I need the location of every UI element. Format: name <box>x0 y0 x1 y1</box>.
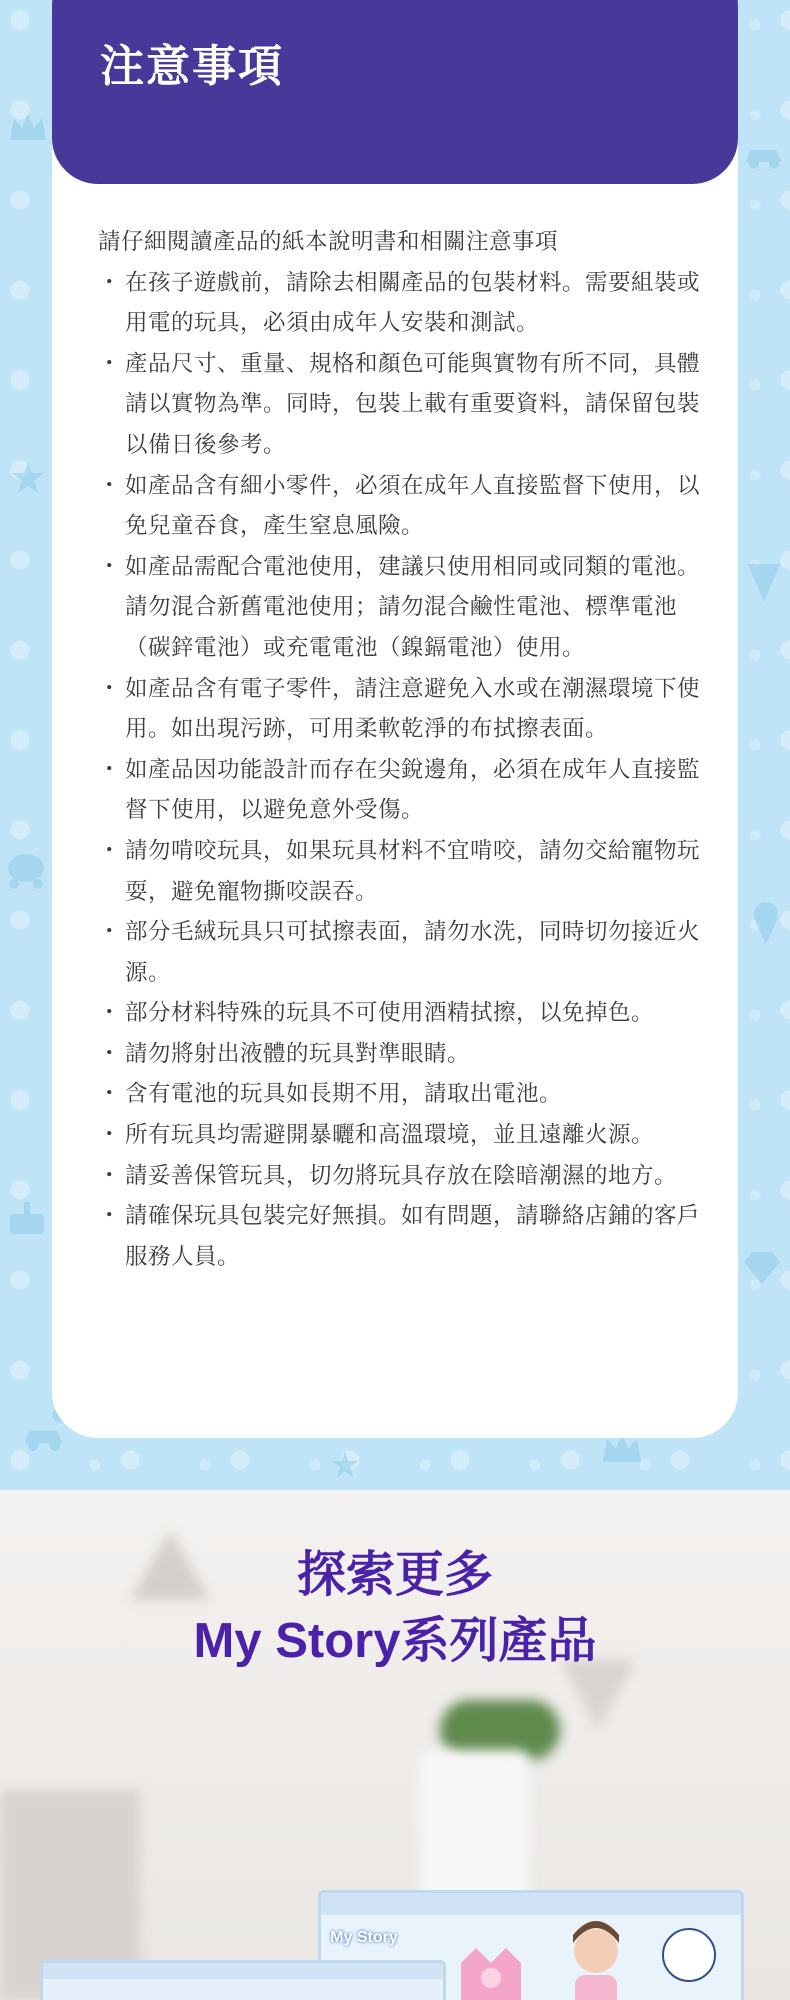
girl-photo <box>561 1913 631 2000</box>
pizza-slice-icon <box>744 560 784 604</box>
notice-body <box>98 222 708 1277</box>
box-badge-icon <box>661 1927 717 1983</box>
explore-title-line1: 探索更多 <box>296 1548 493 1602</box>
notice-list <box>98 263 708 1278</box>
product-box-small <box>40 1960 446 2000</box>
notice-item: ・ 產品尺寸、重量、規格和顏色可能與實物有所不同，具體請以實物為準。同時，包裝上載有重要資料，請保留包裝以備日後參考。 <box>98 344 708 466</box>
product-box-band <box>43 1963 443 1979</box>
star-icon <box>10 460 46 496</box>
notice-item: ・ 如產品因功能設計而存在尖銳邊角，必須在成年人直接監督下使用，以避免意外受傷。 <box>98 750 708 831</box>
notice-item: ・ 如產品含有電子零件，請注意避免入水或在潮濕環境下使用。如出現污跡，可用柔軟乾淨的布拭擦表面。 <box>98 669 708 750</box>
carriage-icon <box>4 850 48 890</box>
notice-item: ・ 如產品含有細小零件，必須在成年人直接監督下使用，以免兒童吞食，產生窒息風險。 <box>98 466 708 547</box>
notice-item: ・ 請勿啃咬玩具，如果玩具材料不宜啃咬，請勿交給寵物玩耍，避免寵物撕咬誤吞。 <box>98 831 708 912</box>
notice-intro: 請仔細閱讀產品的紙本說明書和相關注意事項 <box>98 229 559 255</box>
explore-section <box>0 1490 790 2000</box>
notice-item: ・ 所有玩具均需避開暴曬和高溫環境，並且遠離火源。 <box>98 1115 708 1156</box>
cake-icon <box>6 1200 48 1236</box>
notice-item: ・ 請確保玩具包裝完好無損。如有問題，請聯絡店鋪的客戶服務人員。 <box>98 1196 708 1277</box>
notice-item: ・ 含有電池的玩具如長期不用，請取出電池。 <box>98 1074 708 1115</box>
product-box-band <box>321 1893 741 1915</box>
car-icon <box>20 1420 68 1452</box>
my-story-logo: My Story <box>330 1929 398 1946</box>
star-icon <box>330 1450 360 1480</box>
explore-title-line2: My Story系列產品 <box>193 1614 597 1668</box>
notice-item: ・ 部分毛絨玩具只可拭擦表面，請勿水洗，同時切勿接近火源。 <box>98 912 708 993</box>
notice-title: 注意事項 <box>100 41 284 92</box>
diamond-icon <box>742 1250 782 1286</box>
crown-icon <box>8 110 48 144</box>
car-icon <box>742 140 786 170</box>
notice-card-header <box>52 0 738 184</box>
notice-item: ・ 請妥善保管玩具，切勿將玩具存放在陰暗潮濕的地方。 <box>98 1156 708 1197</box>
notice-card <box>52 0 738 1438</box>
explore-title <box>0 1542 790 1674</box>
notice-item: ・ 部分材料特殊的玩具不可使用酒精拭擦，以免掉色。 <box>98 993 708 1034</box>
notice-item: ・ 請勿將射出液體的玩具對準眼睛。 <box>98 1034 708 1075</box>
ice-cream-icon <box>748 900 784 946</box>
notice-item: ・ 在孩子遊戲前，請除去相關產品的包裝材料。需要組裝或用電的玩具，必須由成年人安裝和測試。 <box>98 263 708 344</box>
castle-illustration <box>451 1923 531 2000</box>
notice-item: ・ 如產品需配合電池使用，建議只使用相同或同類的電池。請勿混合新舊電池使用；請勿混合鹼性電池、標準電池（碳鋅電池）或充電電池（鎳鎘電池）使用。 <box>98 547 708 669</box>
